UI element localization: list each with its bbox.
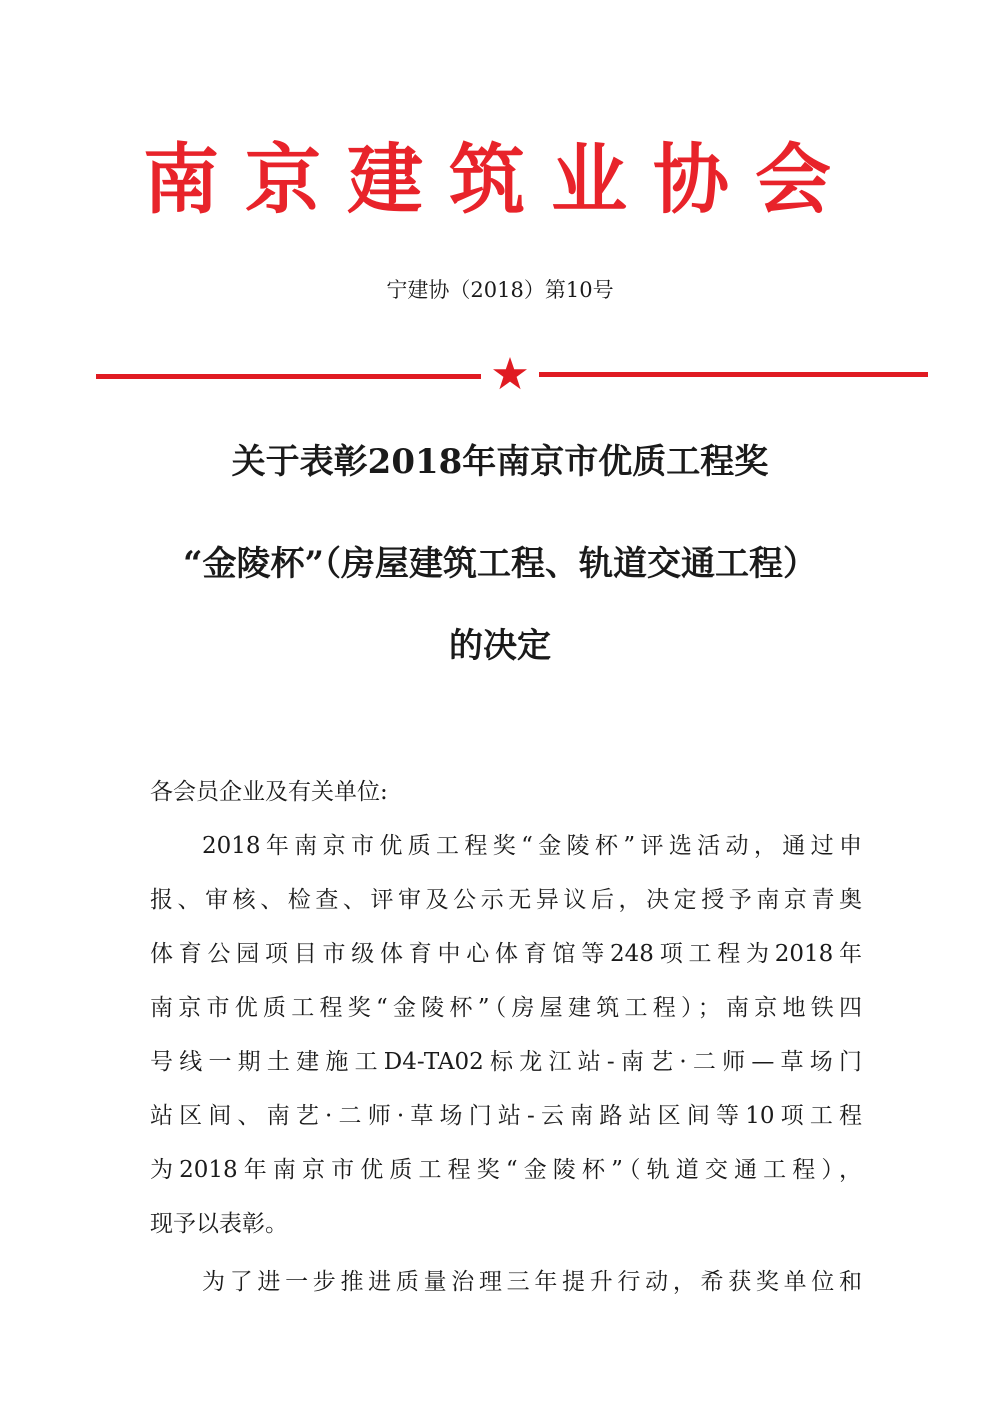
paragraph-line: 为了进一步推进质量治理三年提升行动，希获奖单位和 (202, 1269, 862, 1295)
star-shape (493, 357, 527, 389)
paragraph-line: 站区间、南艺·二师·草场门站-云南路站区间等10项工程 (150, 1103, 862, 1129)
paragraph-line: 2018年南京市优质工程奖“金陵杯”评选活动，通过申 (202, 833, 862, 859)
paragraph-line: 体育公园项目市级体育中心体育馆等248项工程为2018年 (150, 941, 862, 967)
title-line-2: “金陵杯”（房屋建筑工程、轨道交通工程） (182, 544, 818, 584)
title-line-1: 关于表彰2018年南京市优质工程奖 (231, 442, 769, 482)
organization-header: 南京建筑业协会 (143, 135, 857, 224)
red-divider (96, 356, 928, 404)
divider-line-left (96, 374, 481, 379)
paragraph-line: 南京市优质工程奖“金陵杯”（房屋建筑工程）；南京地铁四 (150, 995, 862, 1021)
paragraph-line: 为2018年南京市优质工程奖“金陵杯”（轨道交通工程）， (150, 1157, 862, 1183)
document-number: 宁建协（2018）第10号 (386, 278, 614, 302)
paragraph-line: 现予以表彰。 (150, 1211, 288, 1237)
star-icon (492, 356, 528, 392)
paragraph-line: 号线一期土建施工D4-TA02标龙江站-南艺·二师—草场门 (150, 1049, 862, 1075)
divider-line-right (539, 372, 928, 377)
salutation: 各会员企业及有关单位: (150, 779, 388, 805)
title-line-3: 的决定 (449, 626, 551, 666)
paragraph-line: 报、审核、检查、评审及公示无异议后，决定授予南京青奥 (150, 887, 862, 913)
